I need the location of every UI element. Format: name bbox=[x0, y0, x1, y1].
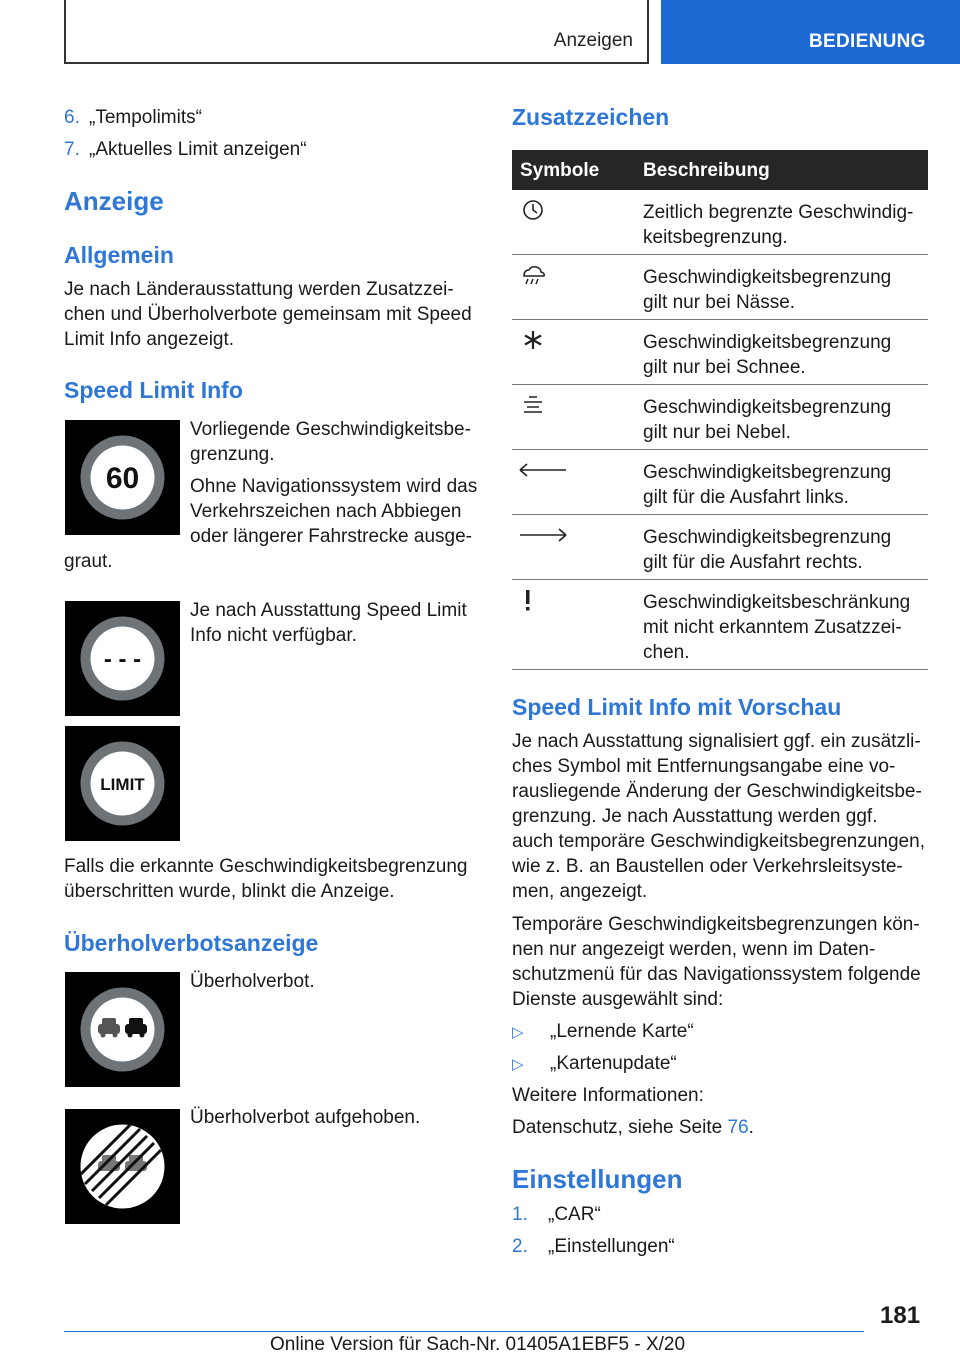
heading-speed-limit-vorschau: Speed Limit Info mit Vorschau bbox=[512, 694, 842, 720]
sign-60-label: 60 bbox=[105, 462, 140, 495]
row-description bbox=[643, 590, 928, 665]
column-header-symbole: Symbole bbox=[520, 160, 600, 181]
reference-text: Datenschutz, siehe Seite bbox=[512, 1117, 728, 1138]
text-line: Je nach Länderausstattung werden Zusatzzei- bbox=[64, 279, 454, 300]
bullet-triangle-icon: ▷ bbox=[512, 1056, 524, 1073]
heading-einstellungen: Einstellungen bbox=[512, 1164, 683, 1194]
bullet-text: „Kartenupdate“ bbox=[550, 1053, 677, 1074]
heading-allgemein: Allgemein bbox=[64, 242, 174, 268]
blink-paragraph bbox=[64, 854, 494, 904]
step-text: „Einstellungen“ bbox=[548, 1236, 675, 1257]
text-line: men, angezeigt. bbox=[512, 881, 648, 902]
bullet-item bbox=[512, 1019, 694, 1045]
speed-limit-info-text bbox=[190, 417, 485, 549]
text-line: Info nicht verfügbar. bbox=[190, 625, 357, 646]
table-row bbox=[512, 580, 928, 670]
text-line-continued: graut. bbox=[64, 551, 113, 572]
step-text: „Aktuelles Limit anzeigen“ bbox=[89, 139, 307, 160]
step-number: 6. bbox=[64, 107, 80, 128]
table-row bbox=[512, 320, 928, 385]
arrow-right-icon bbox=[518, 523, 578, 551]
text-line: überschritten wurde, blinkt die Anzeige. bbox=[64, 881, 395, 902]
text-line: Ohne Navigationssystem wird das bbox=[190, 476, 478, 497]
speed-limit-limit-sign-image bbox=[65, 726, 180, 841]
step-6 bbox=[64, 105, 202, 130]
text-line: Zeitlich begrenzte Geschwindig- bbox=[643, 202, 914, 223]
sign-limit-label: LIMIT bbox=[100, 775, 145, 794]
text-line: wie z. B. an Baustellen oder Verkehrsleitsyste- bbox=[512, 856, 903, 877]
text-line: Geschwindigkeitsbegrenzung bbox=[643, 332, 892, 353]
row-description bbox=[643, 200, 928, 250]
text-line: gilt nur bei Nässe. bbox=[643, 292, 796, 313]
text-line: Dienste ausgewählt sind: bbox=[512, 989, 724, 1010]
text-line: rausliegende Änderung der Geschwindigkeitsbe- bbox=[512, 781, 922, 802]
text-line: grenzung. Je nach Ausstattung werden ggf. bbox=[512, 806, 878, 827]
more-info-label: Weitere Informationen: bbox=[512, 1085, 704, 1106]
text-line: Geschwindigkeitsbegrenzung bbox=[643, 397, 892, 418]
allgemein-paragraph bbox=[64, 277, 484, 352]
footer-divider bbox=[64, 1331, 864, 1332]
arrow-left-icon bbox=[518, 458, 578, 486]
bullet-triangle-icon: ▷ bbox=[512, 1024, 524, 1041]
text-line: Limit Info angezeigt. bbox=[64, 329, 235, 350]
row-description bbox=[643, 525, 928, 575]
text-line: ches Symbol mit Entfernungsangabe eine vo- bbox=[512, 756, 896, 777]
exclamation-icon bbox=[518, 588, 548, 616]
header-chapter-tab[interactable] bbox=[661, 0, 960, 64]
text-line: chen. bbox=[643, 642, 690, 663]
header-left-box bbox=[64, 0, 649, 64]
step-text: „Tempolimits“ bbox=[89, 107, 202, 128]
speed-limit-unavailable-sign-image bbox=[65, 601, 180, 716]
text-line: gilt für die Ausfahrt rechts. bbox=[643, 552, 863, 573]
text-line: schutzmenü für das Navigationssystem folgende bbox=[512, 964, 921, 985]
table-header bbox=[512, 150, 928, 190]
heading-speed-limit-info: Speed Limit Info bbox=[64, 377, 243, 403]
table-row bbox=[512, 255, 928, 320]
page-link[interactable]: 76 bbox=[727, 1117, 749, 1138]
text-line: nen nur angezeigt werden, wenn im Daten- bbox=[512, 939, 876, 960]
text-line: gilt nur bei Schnee. bbox=[643, 357, 806, 378]
header-section-title: Anzeigen bbox=[553, 30, 633, 51]
text-line: mit nicht erkanntem Zusatzzei- bbox=[643, 617, 902, 638]
page-number: 181 bbox=[880, 1302, 921, 1329]
row-description bbox=[643, 265, 928, 315]
speed-limit-60-sign-image bbox=[65, 420, 180, 535]
vorschau-paragraph-2 bbox=[512, 912, 942, 1012]
text-line: Verkehrszeichen nach Abbiegen bbox=[190, 501, 462, 522]
step-2 bbox=[512, 1234, 675, 1259]
step-number: 2. bbox=[512, 1236, 528, 1257]
text-line: Geschwindigkeitsbegrenzung bbox=[643, 527, 892, 548]
end-no-overtaking-sign-image bbox=[65, 1109, 180, 1224]
bullet-text: „Lernende Karte“ bbox=[550, 1021, 694, 1042]
table-row bbox=[512, 515, 928, 580]
footer-text: Online Version für Sach-Nr. 01405A1EBF5 - X/20 bbox=[270, 1334, 686, 1355]
header-chapter-label: BEDIENUNG bbox=[809, 31, 926, 52]
clock-icon bbox=[518, 198, 548, 226]
text-line: gilt für die Ausfahrt links. bbox=[643, 487, 849, 508]
text-line: Temporäre Geschwindigkeitsbegrenzungen kön- bbox=[512, 914, 920, 935]
column-header-beschreibung: Beschreibung bbox=[643, 160, 770, 181]
datenschutz-reference bbox=[512, 1115, 754, 1140]
text-line: chen und Überholverbote gemeinsam mit Speed bbox=[64, 304, 472, 325]
step-number: 7. bbox=[64, 139, 80, 160]
heading-zusatzzeichen: Zusatzzeichen bbox=[512, 104, 670, 130]
bullet-item bbox=[512, 1051, 677, 1077]
table-row bbox=[512, 190, 928, 255]
sign-dashes-label: - - - bbox=[103, 646, 142, 673]
heading-anzeige: Anzeige bbox=[64, 186, 164, 216]
text-line: gilt nur bei Nebel. bbox=[643, 422, 791, 443]
table-row bbox=[512, 450, 928, 515]
row-description bbox=[643, 395, 928, 445]
reference-suffix: . bbox=[748, 1117, 754, 1138]
text-line: Je nach Ausstattung Speed Limit bbox=[190, 600, 467, 621]
rain-cloud-icon bbox=[518, 263, 548, 291]
text-line: Geschwindigkeitsbeschränkung bbox=[643, 592, 911, 613]
text-line: Vorliegende Geschwindigkeitsbe- bbox=[190, 419, 471, 440]
row-description bbox=[643, 330, 928, 380]
ueberholverbot-text: Überholverbot. bbox=[190, 971, 315, 992]
zusatzzeichen-table bbox=[512, 150, 928, 670]
heading-ueberholverbotsanzeige: Überholverbotsanzeige bbox=[64, 930, 319, 956]
text-line: Geschwindigkeitsbegrenzung bbox=[643, 267, 892, 288]
no-overtaking-sign-image bbox=[65, 972, 180, 1087]
snowflake-icon bbox=[518, 328, 548, 356]
text-line: Falls die erkannte Geschwindigkeitsbegrenzung bbox=[64, 856, 468, 877]
row-description bbox=[643, 460, 928, 510]
text-line: auch temporäre Geschwindigkeitsbegrenzungen, bbox=[512, 831, 925, 852]
text-line: oder längerer Fahrstrecke ausge- bbox=[190, 526, 472, 547]
text-line: grenzung. bbox=[190, 444, 275, 465]
step-text: „CAR“ bbox=[548, 1204, 601, 1225]
step-number: 1. bbox=[512, 1204, 528, 1225]
text-line: Je nach Ausstattung signalisiert ggf. ein zusätzli- bbox=[512, 731, 921, 752]
text-line: Geschwindigkeitsbegrenzung bbox=[643, 462, 892, 483]
step-1 bbox=[512, 1202, 601, 1227]
fog-icon bbox=[518, 393, 548, 421]
table-row bbox=[512, 385, 928, 450]
aufgehoben-text: Überholverbot aufgehoben. bbox=[190, 1107, 421, 1128]
not-available-text bbox=[190, 598, 485, 648]
step-7 bbox=[64, 137, 307, 162]
text-line: keitsbegrenzung. bbox=[643, 227, 788, 248]
vorschau-paragraph-1 bbox=[512, 729, 942, 904]
